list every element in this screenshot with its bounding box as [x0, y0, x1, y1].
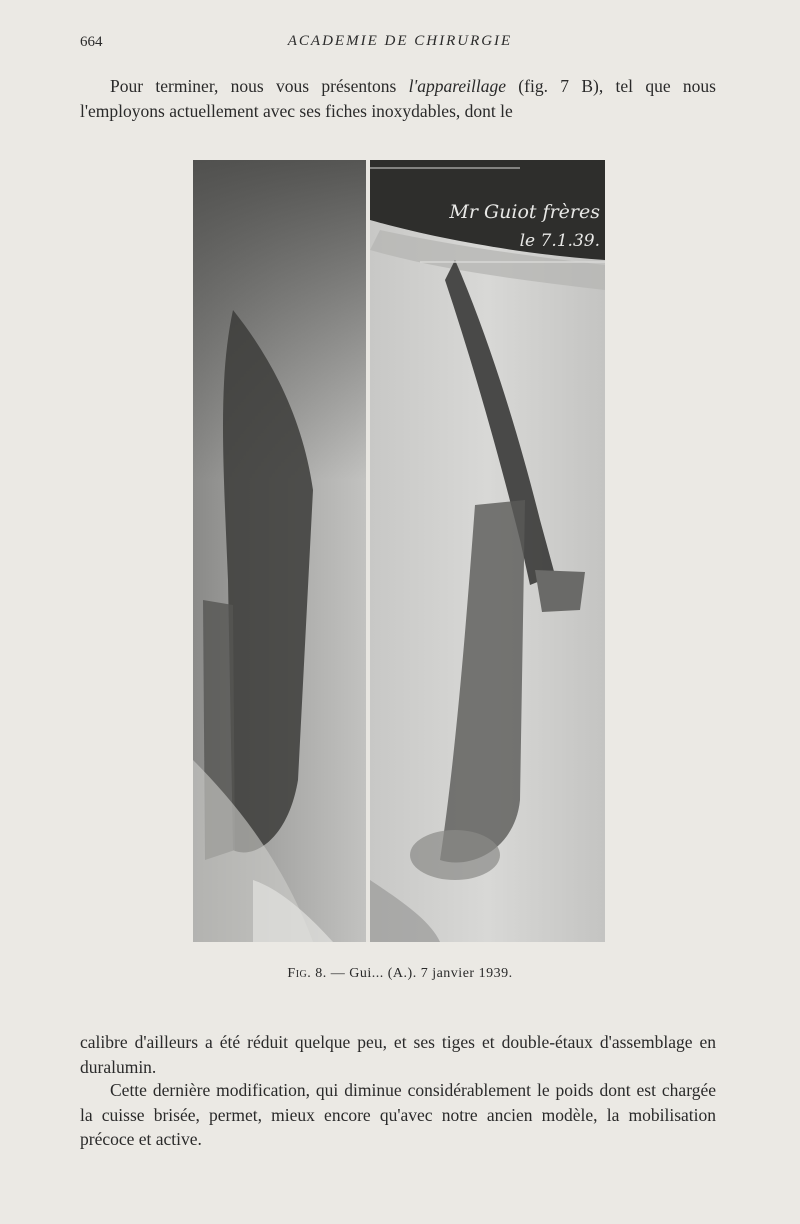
page-number: 664: [80, 34, 103, 50]
paragraph-intro-end: (fig. 7 B), tel que nous l'employons actuellement avec ses fiches inoxydables, dont le: [80, 76, 716, 121]
paragraph-intro-italic: l'appareillage: [408, 76, 506, 96]
xray-left-image: [193, 160, 366, 942]
paragraph-intro: [80, 74, 716, 123]
figure-caption-label: Fig. 8.: [287, 966, 327, 981]
paragraph-conclusion: Cette dernière modification, qui diminue considérablement le poids dont est chargée la cuisse brisée, permet, mieux encore qu'avec notre ancien modèle, la mobilisation précoce et active.: [80, 1080, 716, 1149]
paragraph-continuation: calibre d'ailleurs a été réduit quelque peu, et ses tiges et double-étaux d'assemblage en duralumin.: [80, 1032, 716, 1077]
figure-caption-text: — Gui... (A.). 7 janvier 1939.: [326, 966, 513, 981]
figure-caption: [0, 966, 800, 982]
xray-handwritten-date: le 7.1.39.: [519, 231, 600, 251]
running-head: ACADEMIE DE CHIRURGIE: [287, 33, 513, 49]
paragraph-intro-start: Pour terminer, nous vous présentons: [110, 76, 409, 96]
xray-right-image: [370, 160, 605, 942]
xray-figure: [193, 160, 605, 942]
xray-panel-left: [193, 160, 366, 942]
xray-handwritten-name: Mr Guiot frères: [449, 201, 600, 223]
xray-panel-right: [370, 160, 605, 942]
